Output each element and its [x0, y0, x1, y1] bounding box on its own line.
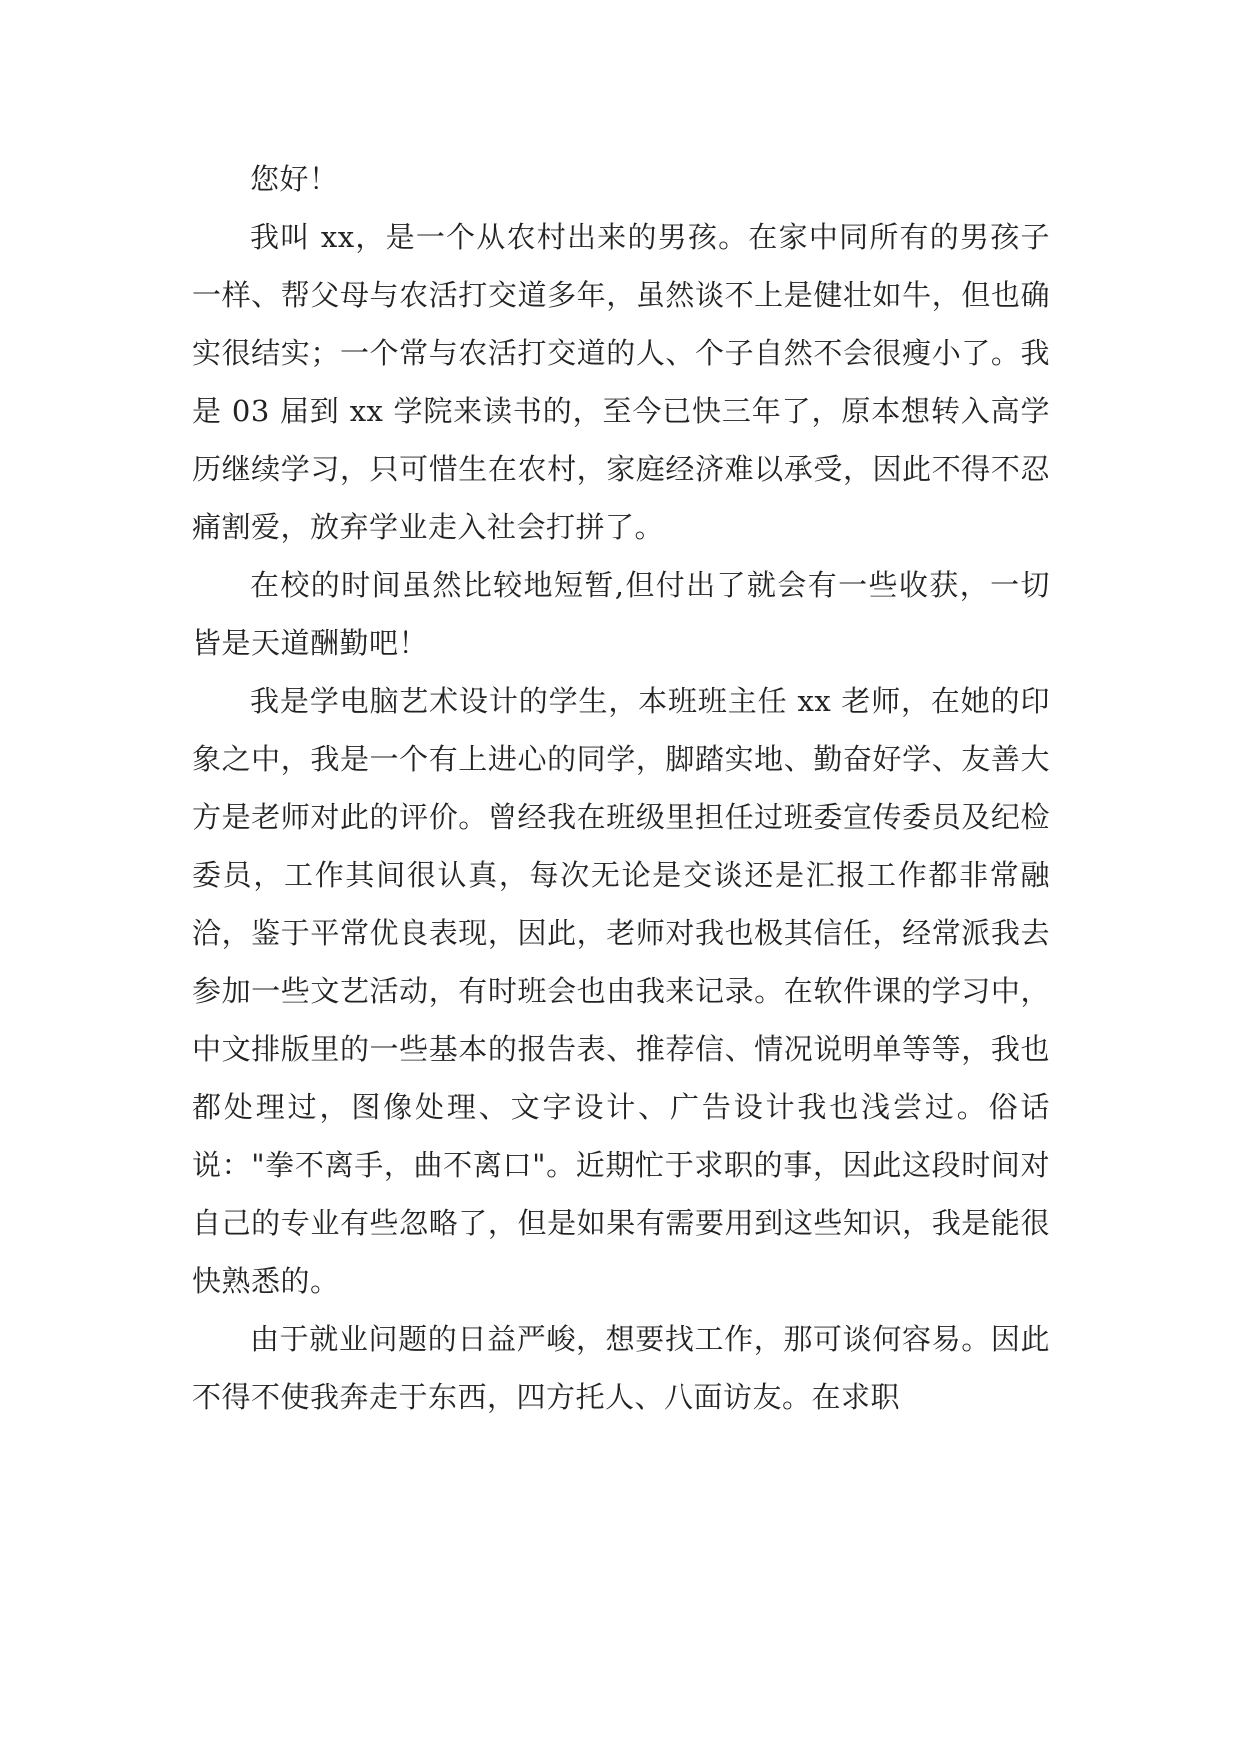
school-time-paragraph: 在校的时间虽然比较地短暂,但付出了就会有一些收获，一切皆是天道酬勤吧！ [192, 568, 1050, 660]
greeting-paragraph: 您好！ [250, 162, 339, 196]
job-search-paragraph: 由于就业问题的日益严峻，想要找工作，那可谈何容易。因此不得不使我奔走于东西，四方托人、八面访友。在求职 [192, 1322, 1050, 1414]
major-and-experience-paragraph: 我是学电脑艺术设计的学生，本班班主任 xx 老师，在她的印象之中，我是一个有上进心的同学，脚踏实地、勤奋好学、友善大方是老师对此的评价。曾经我在班级里担任过班委宣传委员及纪检委员，工作其间很认真，每次无论是交谈还是汇报工作都非常融洽，鉴于平常优良表现，因此，老师对我也极其信任，经常派我去参加一些文艺活动，有时班会也由我来记录。在软件课的学习中，中文排版里的一些基本的报告表、推荐信、情况说明单等等，我也都处理过，图像处理、文字设计、广告设计我也浅尝过。俗话说："拳不离手，曲不离口"。近期忙于求职的事，因此这段时间对自己的专业有些忽略了，但是如果有需要用到这些知识，我是能很快熟悉的。 [192, 684, 1050, 1298]
self-introduction-paragraph: 我叫 xx，是一个从农村出来的男孩。在家中同所有的男孩子一样、帮父母与农活打交道多年，虽然谈不上是健壮如牛，但也确实很结实；一个常与农活打交道的人、个子自然不会很瘦小了。我是 03 届到 xx 学院来读书的，至今已快三年了，原本想转入高学历继续学习，只可惜生在农村，家庭经济难以承受，因此不得不忍痛割爱，放弃学业走入社会打拼了。 [192, 220, 1050, 544]
document-body [192, 150, 1050, 1426]
